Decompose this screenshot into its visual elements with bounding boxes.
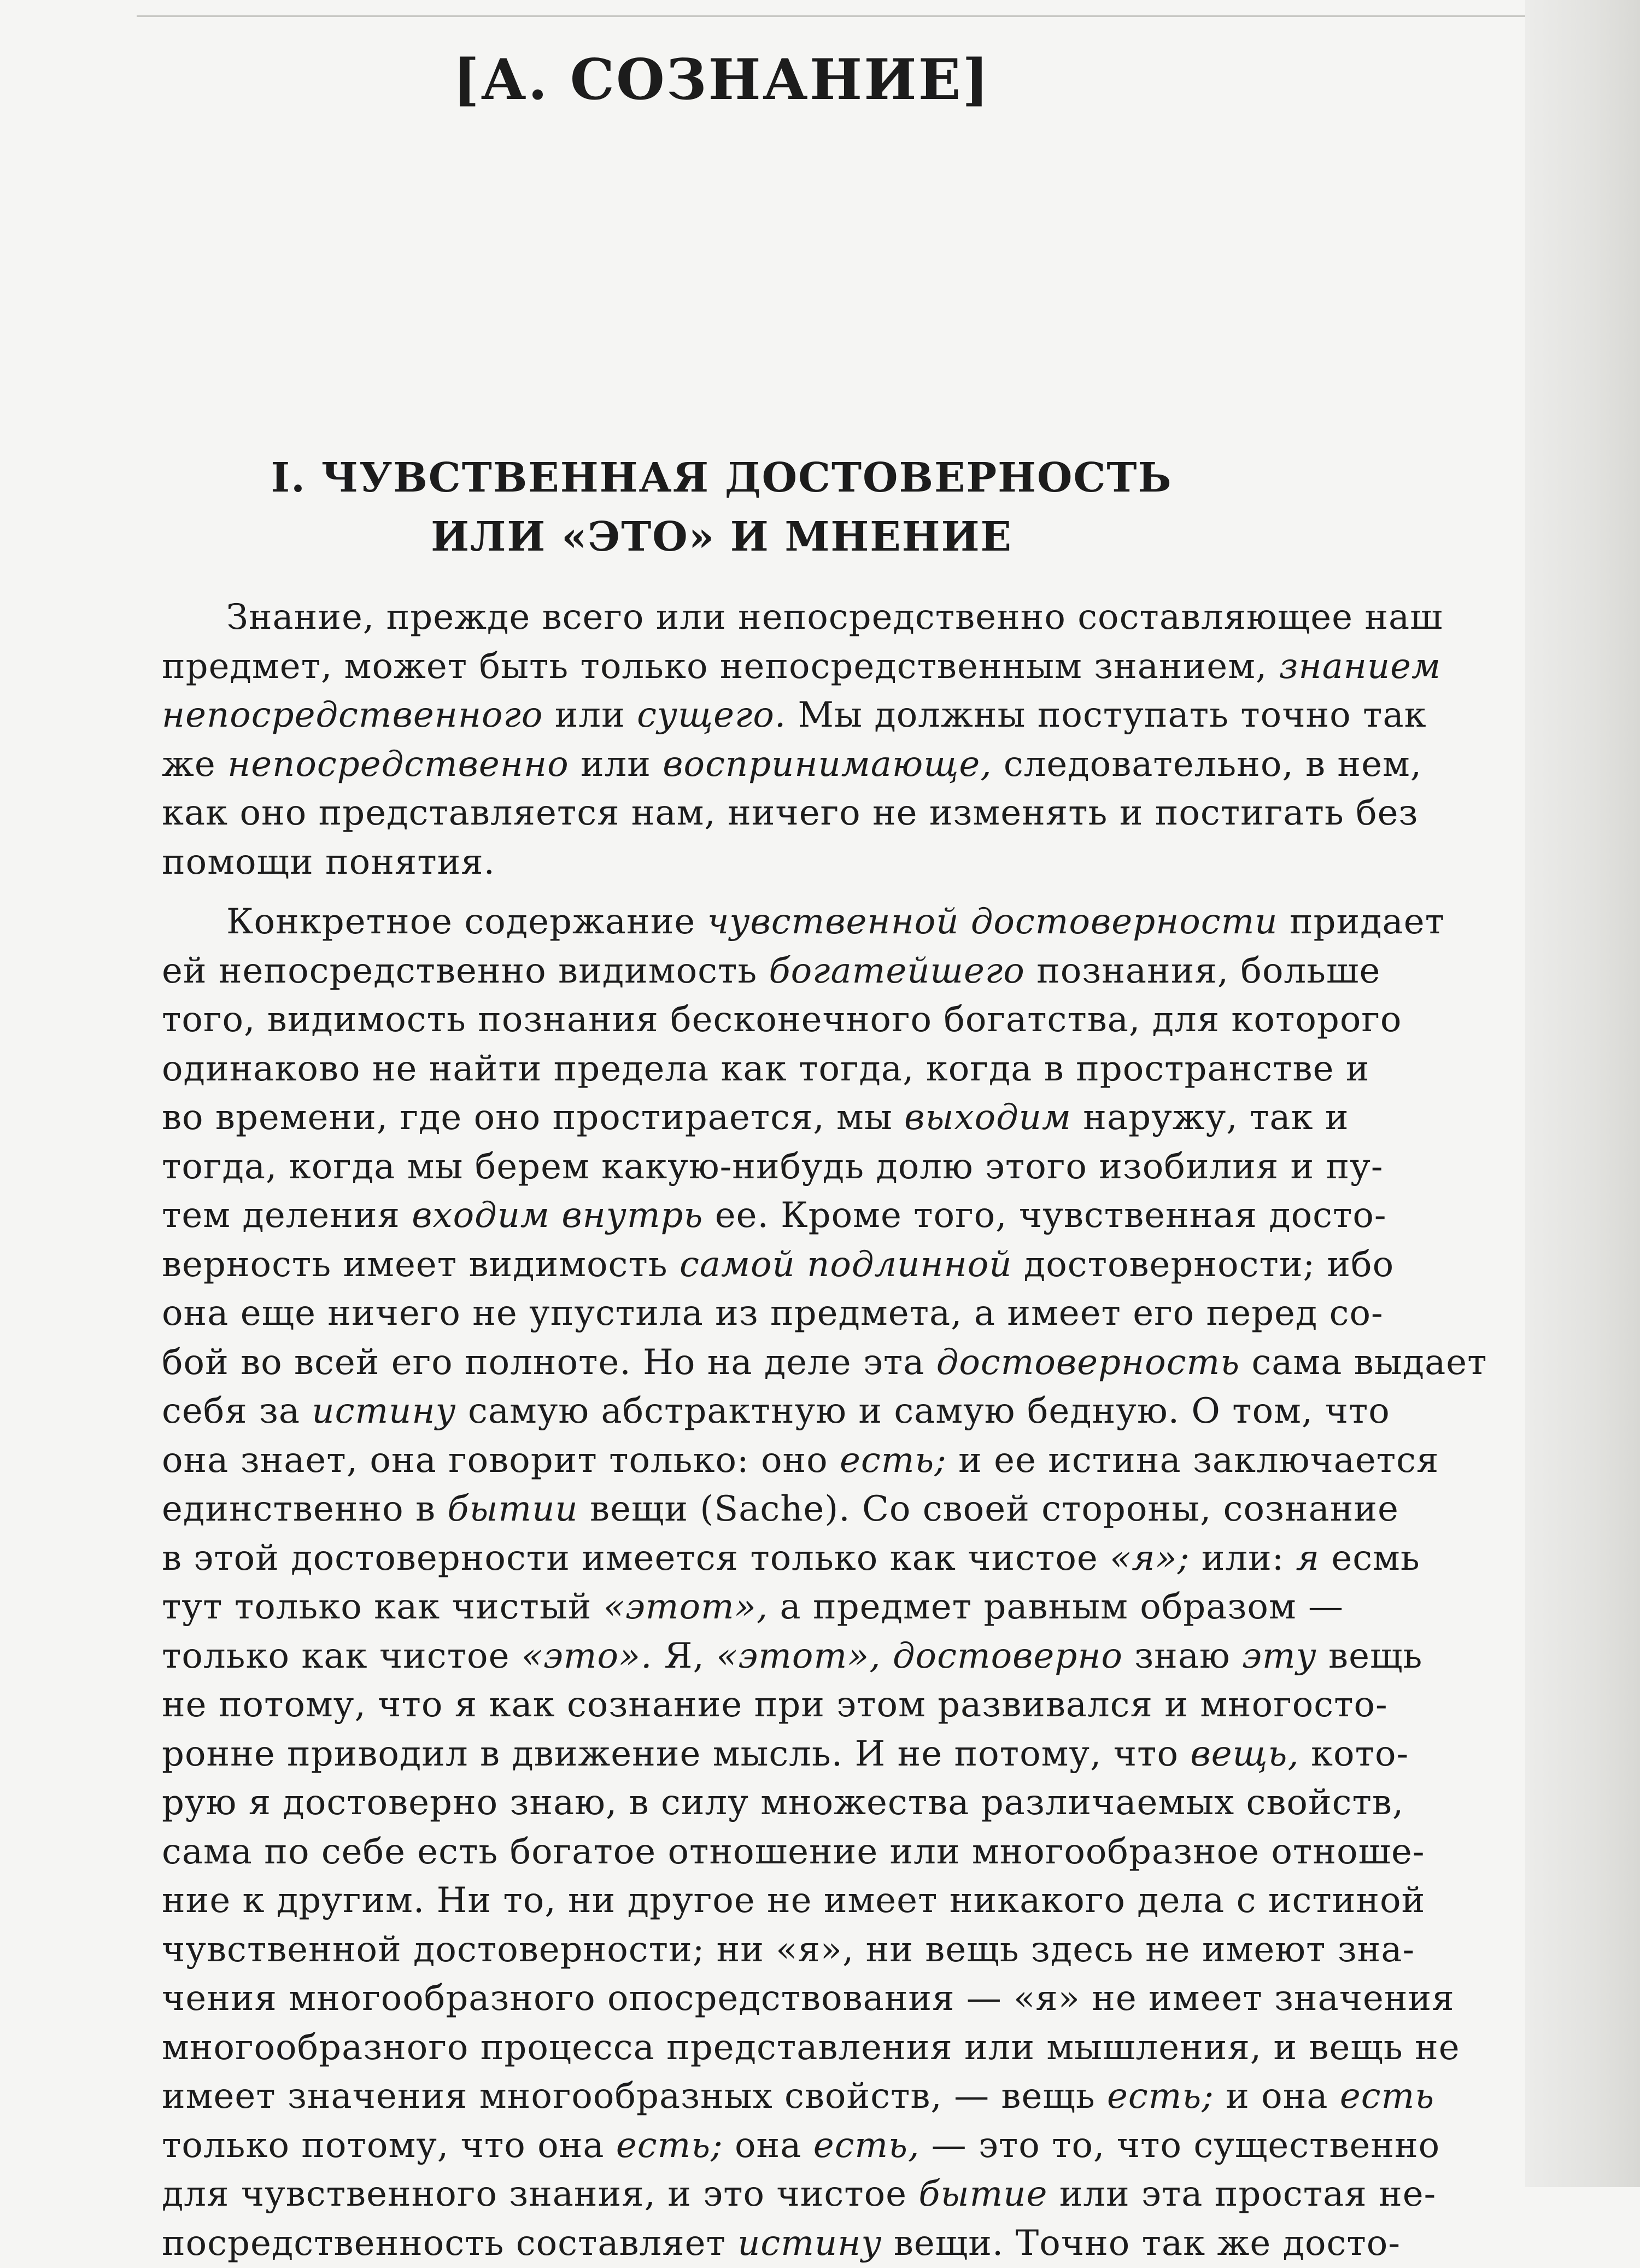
italic-emphasis: непосредственно — [227, 744, 569, 785]
italic-emphasis: есть, — [813, 2125, 920, 2166]
paragraph-2-line — [162, 1338, 1496, 1388]
paragraph-2-line — [162, 947, 1496, 996]
text-run: многообразного процесса представления или мышления, и вещь не — [162, 2027, 1460, 2068]
italic-emphasis: бытие — [918, 2174, 1047, 2214]
italic-emphasis: знанием — [1279, 646, 1442, 687]
text-run: а предмет равным образом — — [768, 1587, 1344, 1627]
text-run: предмет, может быть только непосредственным знанием, — [162, 646, 1279, 687]
text-run: одинаково не найти предела как тогда, когда в пространстве и — [162, 1049, 1369, 1089]
section-heading-line-1: I. ЧУВСТВЕННАЯ ДОСТОВЕРНОСТЬ — [0, 448, 1443, 507]
text-run: верность имеет видимость — [162, 1244, 680, 1285]
paragraph-2-line — [162, 2121, 1496, 2171]
paragraph-2-line — [162, 2072, 1496, 2121]
text-run: во времени, где оно простирается, мы — [162, 1097, 904, 1138]
paragraph-2-line — [162, 1436, 1496, 1486]
paragraph-1-line — [162, 838, 1496, 887]
italic-emphasis: достоверность — [936, 1342, 1240, 1383]
text-run: чувственной достоверности; ни «я», ни вещь здесь не имеют зна- — [162, 1930, 1415, 1970]
text-run: наружу, так и — [1071, 1097, 1349, 1138]
italic-emphasis: есть; — [616, 2125, 723, 2166]
text-run: Знание, прежде всего или непосредственно составляющее наш — [226, 597, 1443, 638]
paragraph-1-line — [162, 593, 1496, 642]
text-run: она еще ничего не упустила из предмета, а имеет его перед со- — [162, 1293, 1384, 1334]
text-run: или — [543, 695, 637, 735]
text-run: самую абстрактную и самую бедную. О том, что — [456, 1391, 1390, 1431]
text-run: бой во всей его полноте. Но на деле эта — [162, 1342, 936, 1383]
text-run: достоверности; ибо — [1012, 1244, 1394, 1285]
paragraph-2-line — [162, 1387, 1496, 1436]
text-run: и ее истина заключается — [947, 1440, 1439, 1481]
italic-emphasis: есть; — [1107, 2076, 1214, 2117]
italic-emphasis: «это». — [522, 1636, 653, 1676]
italic-emphasis: непосредственного — [162, 695, 543, 735]
text-run: или: — [1190, 1538, 1296, 1579]
paragraph-2-line — [162, 1583, 1496, 1632]
text-run: Я, — [653, 1636, 717, 1676]
section-heading-line-2: ИЛИ «ЭТО» И МНЕНИЕ — [0, 507, 1443, 566]
text-run: как оно представляется нам, ничего не изменять и постигать без — [162, 793, 1418, 833]
text-run: вещи (Sache). Со своей стороны, сознание — [578, 1489, 1399, 1529]
italic-emphasis: я — [1296, 1538, 1320, 1579]
text-run: единственно в — [162, 1489, 447, 1529]
text-run: посредственность составляет — [162, 2223, 737, 2264]
paragraph-2-line — [162, 1974, 1496, 2024]
paragraph-2-line — [162, 1877, 1496, 1926]
text-run: Конкретное содержание — [226, 902, 707, 942]
text-run: тогда, когда мы берем какую-нибудь долю этого изобилия и пу- — [162, 1147, 1383, 1187]
italic-emphasis: бытии — [447, 1489, 578, 1529]
paragraph-2-line — [162, 1241, 1496, 1290]
italic-emphasis: самой подлинной — [680, 1244, 1012, 1285]
section-heading — [0, 448, 1443, 566]
part-heading: [А. СОЗНАНИЕ] — [0, 47, 1443, 113]
text-run: чения многообразного опосредствования — «я» не имеет значения — [162, 1978, 1455, 2019]
text-run: и она — [1214, 2076, 1340, 2117]
text-run: ей непосредственно видимость — [162, 951, 769, 991]
paragraph-2-line — [162, 2219, 1496, 2268]
text-run: тем деления — [162, 1195, 412, 1236]
paragraph-2-line — [162, 1191, 1496, 1241]
running-header-rule — [137, 15, 1525, 17]
italic-emphasis: есть; — [840, 1440, 947, 1481]
paragraph-2-line — [162, 1045, 1496, 1094]
text-run: помощи понятия. — [162, 842, 495, 882]
italic-emphasis: входим внутрь — [412, 1195, 703, 1236]
italic-emphasis: эту — [1242, 1636, 1317, 1676]
text-run: имеет значения многообразных свойств, — вещь — [162, 2076, 1107, 2117]
text-run: того, видимость познания бесконечного богатства, для которого — [162, 999, 1402, 1040]
text-run: ронне приводил в движение мысль. И не потому, что — [162, 1734, 1190, 1774]
text-run: себя за — [162, 1391, 312, 1431]
paragraph-2-line — [162, 2170, 1496, 2219]
paragraph-2-line — [162, 1730, 1496, 1779]
body-text — [162, 593, 1496, 2268]
italic-emphasis: богатейшего — [769, 951, 1025, 991]
italic-emphasis: «этот», достоверно — [716, 1636, 1123, 1676]
text-run: вещи. Точно так же досто- — [882, 2223, 1401, 2264]
paragraph-2-line — [162, 1926, 1496, 1975]
paragraph-2-line — [162, 1828, 1496, 1877]
text-run: Мы должны поступать точно так — [786, 695, 1426, 735]
paragraph-2-line — [162, 898, 1496, 947]
italic-emphasis: «этот», — [604, 1587, 768, 1627]
paragraph-1-line — [162, 642, 1496, 692]
page-edge-shadow — [1525, 0, 1640, 2187]
text-run: не потому, что я как сознание при этом развивался и многосто- — [162, 1685, 1388, 1725]
text-run: рую я достоверно знаю, в силу множества различаемых свойств, — [162, 1782, 1404, 1823]
text-run: или — [569, 744, 663, 785]
text-run: ее. Кроме того, чувственная досто- — [703, 1195, 1386, 1236]
italic-emphasis: истину — [312, 1391, 456, 1431]
italic-emphasis: вещь, — [1190, 1734, 1299, 1774]
italic-emphasis: сущего. — [637, 695, 786, 735]
paragraph-2-line — [162, 996, 1496, 1045]
paragraph-2-line — [162, 1485, 1496, 1534]
paragraph-2-line — [162, 1143, 1496, 1192]
text-run: есмь — [1320, 1538, 1420, 1579]
text-run: познания, больше — [1025, 951, 1381, 991]
text-run: она — [723, 2125, 813, 2166]
italic-emphasis: выходим — [904, 1097, 1071, 1138]
paragraph-2-line — [162, 2024, 1496, 2073]
paragraph-1-line — [162, 691, 1496, 740]
paragraph-2-line — [162, 1632, 1496, 1681]
paragraph-1-line — [162, 740, 1496, 790]
italic-emphasis: истину — [737, 2223, 882, 2264]
text-run: сама выдает — [1240, 1342, 1487, 1383]
paragraph-2-line — [162, 1289, 1496, 1338]
text-run: следовательно, в нем, — [992, 744, 1422, 785]
italic-emphasis: «я»; — [1110, 1538, 1190, 1579]
text-run: только как чистое — [162, 1636, 522, 1676]
text-run: вещь — [1317, 1636, 1423, 1676]
text-run: в этой достоверности имеется только как чистое — [162, 1538, 1110, 1579]
text-run: ние к другим. Ни то, ни другое не имеет никакого дела с истиной — [162, 1880, 1425, 1921]
text-run: придает — [1278, 902, 1445, 942]
text-run: для чувственного знания, и это чистое — [162, 2174, 918, 2214]
paragraph-2-line — [162, 1779, 1496, 1828]
text-run: знаю — [1123, 1636, 1242, 1676]
text-run: только потому, что она — [162, 2125, 616, 2166]
italic-emphasis: воспринимающе, — [663, 744, 992, 785]
text-run: тут только как чистый — [162, 1587, 604, 1627]
text-run: она знает, она говорит только: оно — [162, 1440, 840, 1481]
text-run: или эта простая не- — [1047, 2174, 1436, 2214]
paragraph-2-line — [162, 1534, 1496, 1583]
text-run: — это то, что существенно — [919, 2125, 1440, 2166]
text-run: кото- — [1299, 1734, 1409, 1774]
italic-emphasis: есть — [1340, 2076, 1434, 2117]
italic-emphasis: чувственной достоверности — [707, 902, 1278, 942]
paragraph-2-line — [162, 1681, 1496, 1730]
paragraph-1-line — [162, 789, 1496, 838]
text-run: же — [162, 744, 227, 785]
paragraph-2-line — [162, 1094, 1496, 1143]
text-run: сама по себе есть богатое отношение или многообразное отноше- — [162, 1832, 1425, 1872]
